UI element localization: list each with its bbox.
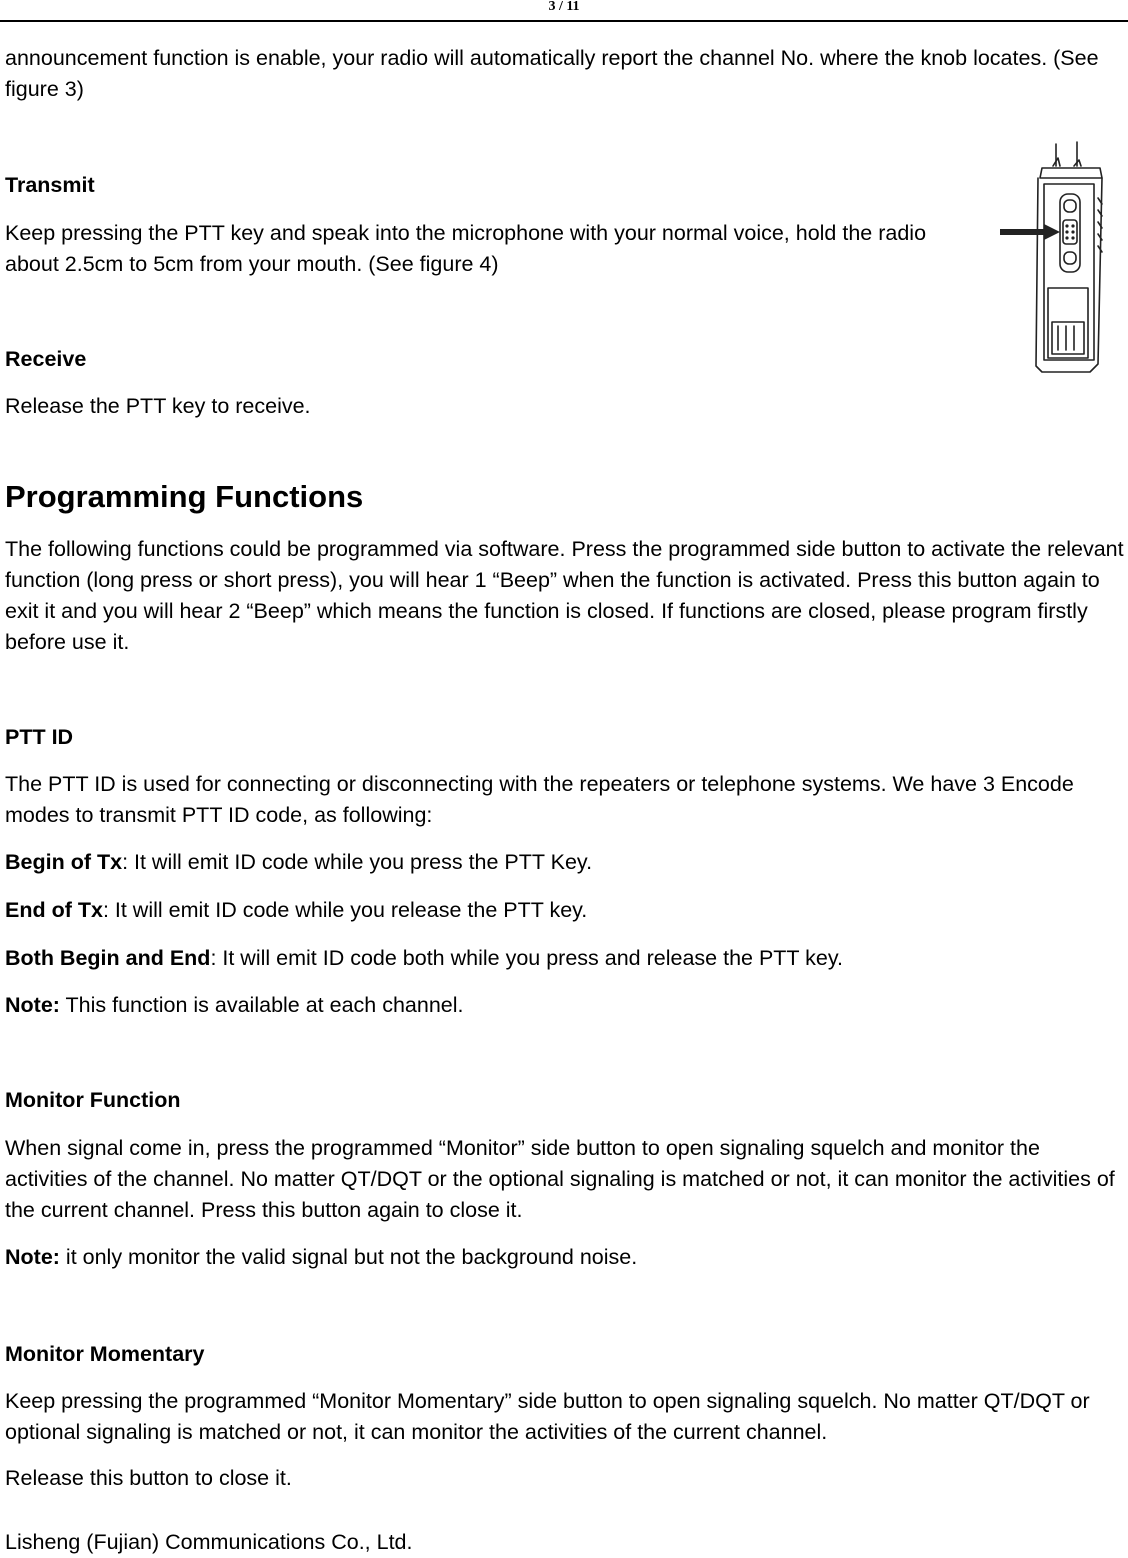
monitor-function-heading: Monitor Function: [5, 1088, 181, 1112]
monitor-momentary-heading: Monitor Momentary: [5, 1342, 205, 1366]
mode-description: : It will emit ID code while you release the PTT key.: [102, 898, 588, 922]
radio-side-view-illustration: [998, 138, 1122, 378]
radio-side-figure: [998, 138, 1122, 378]
note-text: This function is available at each channel.: [59, 993, 464, 1017]
monitor-momentary-paragraph: Keep pressing the programmed “Monitor Momentary” side button to open signaling squelch. No matter QT/DQT or optional signaling is matched or not, it can monitor the activities of the current channel.: [5, 1389, 1090, 1444]
receive-paragraph: Release the PTT key to receive.: [5, 394, 311, 418]
page-header: [0, 0, 1128, 22]
transmit-heading: Transmit: [5, 173, 95, 197]
note-text: it only monitor the valid signal but not the background noise.: [59, 1245, 638, 1269]
upper-side-button: [1064, 200, 1076, 212]
arrow-pointer-icon: [1000, 224, 1060, 240]
battery-outline: [1048, 288, 1088, 358]
monitor-momentary-release: Release this button to close it.: [5, 1466, 292, 1490]
ptt-id-note: [5, 990, 1125, 1021]
lower-side-button: [1064, 252, 1076, 264]
receive-heading: Receive: [5, 347, 87, 371]
mode-term: End of Tx: [5, 898, 103, 922]
monitor-function-paragraph: When signal come in, press the programmed “Monitor” side button to open signaling squelch and monitor the activities of the channel. No matter QT/DQT or the optional signaling is matched or not, it can monitor the activities of the current channel. Press this button again to close it.: [5, 1136, 1115, 1222]
ptt-id-mode-begin: [5, 847, 1125, 878]
transmit-paragraph: Keep pressing the PTT key and speak into the microphone with your normal voice, hold the radio about 2.5cm to 5cm from your mouth. (See figure 4): [5, 221, 927, 276]
note-label: Note:: [5, 993, 60, 1017]
page-number: 3 / 11: [548, 0, 580, 14]
ptt-id-paragraph: The PTT ID is used for connecting or disconnecting with the repeaters or telephone systems. We have 3 Encode modes to transmit PTT ID code, as following:: [5, 772, 1074, 827]
intro-paragraph: announcement function is enable, your radio will automatically report the channel No. where the knob locates. (See figure 3): [5, 46, 1099, 101]
ptt-id-heading: PTT ID: [5, 725, 74, 749]
mode-term: Begin of Tx: [5, 850, 123, 874]
mode-term: Both Begin and End: [5, 946, 211, 970]
ptt-button: [1063, 220, 1077, 244]
programming-functions-paragraph: The following functions could be programmed via software. Press the programmed side button to activate the relevant function (long press or short press), you will hear 1 “Beep” when the function is activated. Press this button again to exit it and you will hear 2 “Beep” which means the function is closed. If functions are closed, please program firstly before use it.: [5, 537, 1124, 654]
radio-body-outline: [1036, 178, 1102, 372]
mode-description: : It will emit ID code both while you press and release the PTT key.: [210, 946, 843, 970]
ptt-id-mode-both: [5, 943, 1125, 974]
monitor-function-note: [5, 1242, 1125, 1273]
footer-company: Lisheng (Fujian) Communications Co., Ltd.: [5, 1530, 413, 1554]
note-label: Note:: [5, 1245, 60, 1269]
mode-description: : It will emit ID code while you press the PTT Key.: [122, 850, 593, 874]
ptt-id-mode-end: [5, 895, 1125, 926]
programming-functions-heading: Programming Functions: [5, 479, 364, 514]
